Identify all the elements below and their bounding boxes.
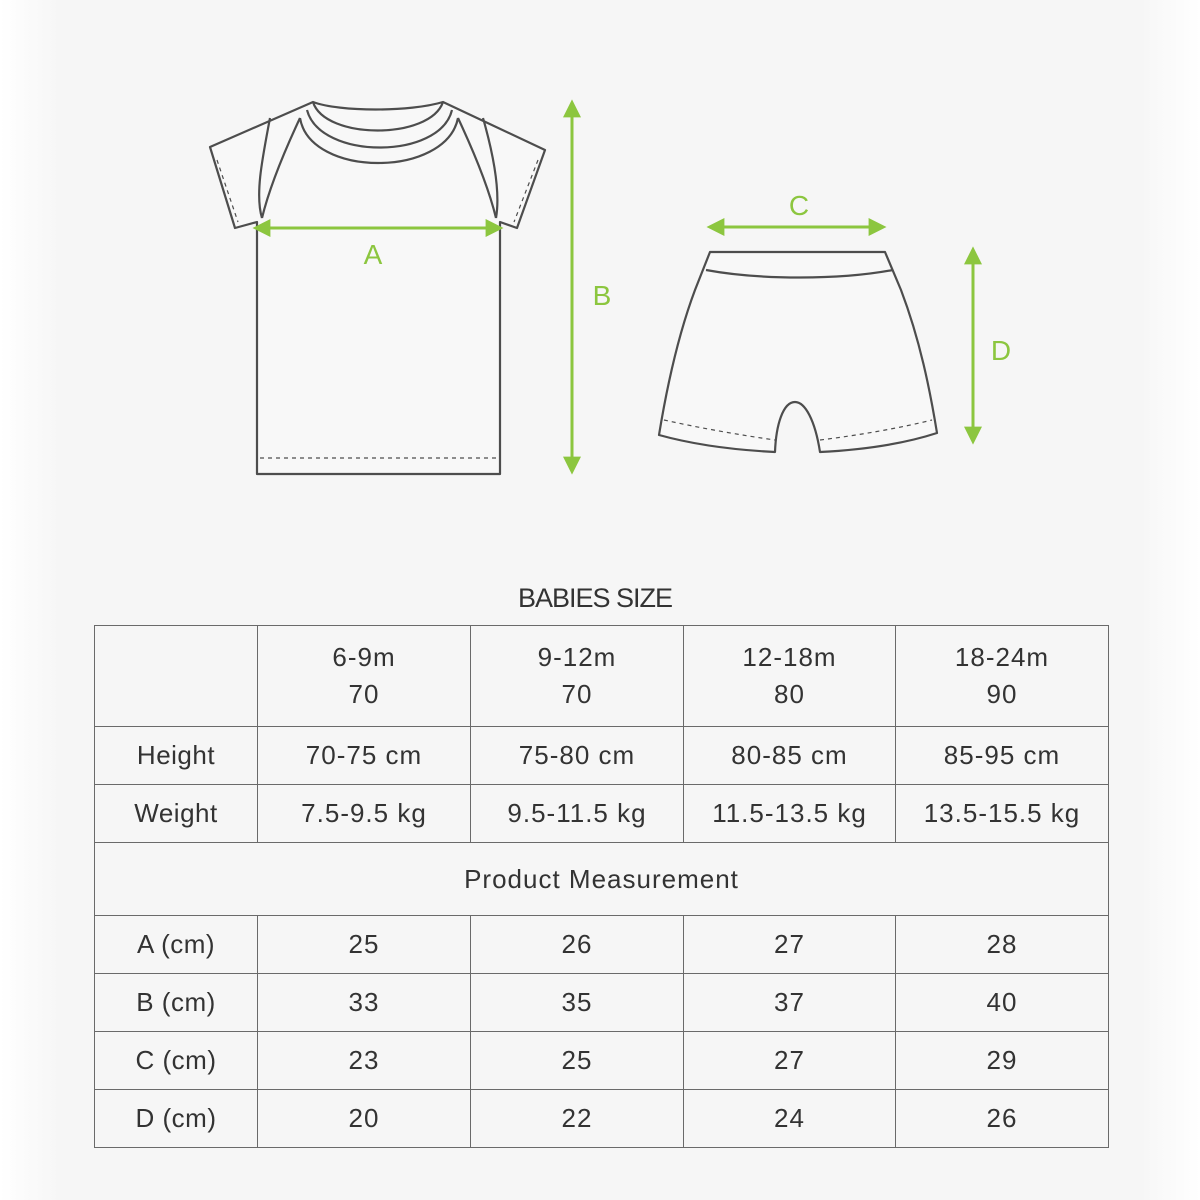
table-cell: 70-75 cm <box>258 727 471 785</box>
table-cell: 25 <box>471 1032 684 1090</box>
table-cell: 75-80 cm <box>471 727 684 785</box>
row-label: B (cm) <box>95 974 258 1032</box>
table-cell: 28 <box>896 916 1109 974</box>
table-cell: 13.5-15.5 kg <box>896 785 1109 843</box>
age-range: 9-12m <box>537 642 617 672</box>
height-row <box>95 727 1109 785</box>
garment-diagram <box>0 0 1200 560</box>
row-label: Height <box>95 727 258 785</box>
table-cell: 40 <box>896 974 1109 1032</box>
corner-cell <box>95 626 258 727</box>
row-label: Weight <box>95 785 258 843</box>
table-cell: 27 <box>684 916 896 974</box>
table-cell: 85-95 cm <box>896 727 1109 785</box>
row-label: C (cm) <box>95 1032 258 1090</box>
measurement-d-row <box>95 1090 1109 1148</box>
shorts-illustration <box>659 252 937 452</box>
table-cell: 23 <box>258 1032 471 1090</box>
measurement-b-row <box>95 974 1109 1032</box>
age-range: 18-24m <box>954 642 1050 672</box>
measurement-c-row <box>95 1032 1109 1090</box>
table-cell: 29 <box>896 1032 1109 1090</box>
tshirt-illustration <box>210 102 545 474</box>
size-column-header <box>258 626 471 727</box>
row-label: A (cm) <box>95 916 258 974</box>
table-cell: 22 <box>471 1090 684 1148</box>
table-cell: 7.5-9.5 kg <box>258 785 471 843</box>
dimension-c-label: C <box>788 190 810 221</box>
size-column-header <box>471 626 684 727</box>
size-header-row <box>95 626 1109 727</box>
table-cell: 80-85 cm <box>684 727 896 785</box>
table-cell: 25 <box>258 916 471 974</box>
section-heading: Product Measurement <box>95 843 1109 916</box>
size-column-header <box>896 626 1109 727</box>
size-number: 70 <box>561 679 593 709</box>
row-label: D (cm) <box>95 1090 258 1148</box>
age-range: 12-18m <box>742 642 837 672</box>
table-cell: 11.5-13.5 kg <box>684 785 896 843</box>
table-cell: 26 <box>471 916 684 974</box>
table-cell: 9.5-11.5 kg <box>471 785 684 843</box>
table-cell: 37 <box>684 974 896 1032</box>
dimension-b-label: B <box>592 280 612 311</box>
product-measurement-row <box>95 843 1109 916</box>
age-range: 6-9m <box>332 642 396 672</box>
weight-row <box>95 785 1109 843</box>
size-number: 90 <box>986 679 1018 709</box>
dimension-d-label: D <box>990 335 1012 366</box>
table-cell: 35 <box>471 974 684 1032</box>
dimension-a-label: A <box>363 239 383 270</box>
size-number: 70 <box>348 679 380 709</box>
table-cell: 20 <box>258 1090 471 1148</box>
table-cell: 26 <box>896 1090 1109 1148</box>
measurement-a-row <box>95 916 1109 974</box>
size-table-title: BABIES SIZE <box>517 583 673 613</box>
size-number: 80 <box>774 679 805 709</box>
table-cell: 33 <box>258 974 471 1032</box>
table-cell: 24 <box>684 1090 896 1148</box>
table-cell: 27 <box>684 1032 896 1090</box>
size-table <box>94 625 1109 1148</box>
size-column-header <box>684 626 896 727</box>
